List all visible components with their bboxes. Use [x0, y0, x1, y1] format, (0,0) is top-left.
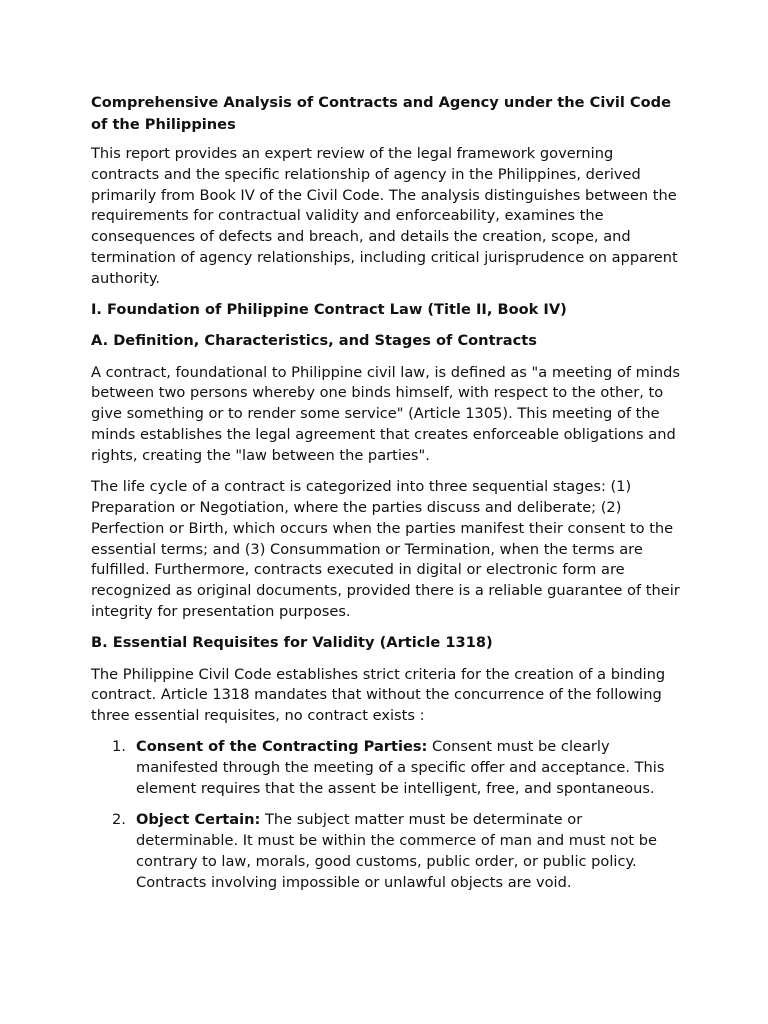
requisites-list — [91, 737, 681, 893]
list-item-term: Consent of the Contracting Parties: — [136, 738, 428, 756]
list-item-term: Object Certain: — [136, 811, 261, 829]
list-item-consent — [91, 737, 681, 799]
definition-paragraph: A contract, foundational to Philippine civil law, is defined as "a meeting of minds between two persons whereby one binds himself, with respect to the other, to give something or to render some service" (Article 1305). This meeting of the minds establishes the legal agreement that creates enforceable obligations and rights, creating the "law between the parties". — [91, 363, 681, 464]
section-heading-foundation: I. Foundation of Philippine Contract Law (Title II, Book IV) — [91, 301, 567, 319]
list-item-number: 2. — [112, 811, 126, 829]
intro-paragraph: This report provides an expert review of the legal framework governing contracts and the specific relationship of agency in the Philippines, derived primarily from Book IV of the Civil Code. The analysis distinguishes between the requirements for contractual validity and enforceability, examines the consequences of defects and breach, and details the creation, scope, and termination of agency relationships, including critical jurisprudence on apparent authority. — [91, 145, 678, 287]
requisites-intro-paragraph: The Philippine Civil Code establishes strict criteria for the creation of a binding contract. Article 1318 mandates that without the concurrence of the following three essential requisites, no contract exists : — [91, 665, 666, 725]
document-title: Comprehensive Analysis of Contracts and Agency under the Civil Code of the Philippines — [91, 94, 672, 133]
list-item-text: The subject matter must be determinate or determinable. It must be within the commerce of man and must not be contrary to law, morals, good customs, public order, or public policy. Contracts involving impossible or unlawful objects are void. — [136, 811, 657, 891]
subsection-heading-definition: A. Definition, Characteristics, and Stages of Contracts — [91, 332, 537, 350]
subsection-heading-requisites: B. Essential Requisites for Validity (Article 1318) — [91, 634, 493, 652]
list-item-object — [91, 810, 681, 893]
stages-paragraph: The life cycle of a contract is categorized into three sequential stages: (1) Preparation or Negotiation, where the parties discuss and deliberate; (2) Perfection or Birth, which occurs when the parties manifest their consent to the essential terms; and (3) Consummation or Termination, when the terms are fulfilled. Furthermore, contracts executed in digital or electronic form are recognized as original documents, provided there is a reliable guarantee of their integrity for presentation purposes. — [91, 478, 680, 620]
list-item-number: 1. — [112, 738, 126, 756]
list-item-text: Consent must be clearly manifested through the meeting of a specific offer and acceptance. This element requires that the assent be intelligent, free, and spontaneous. — [136, 738, 665, 798]
document-page — [91, 92, 681, 904]
